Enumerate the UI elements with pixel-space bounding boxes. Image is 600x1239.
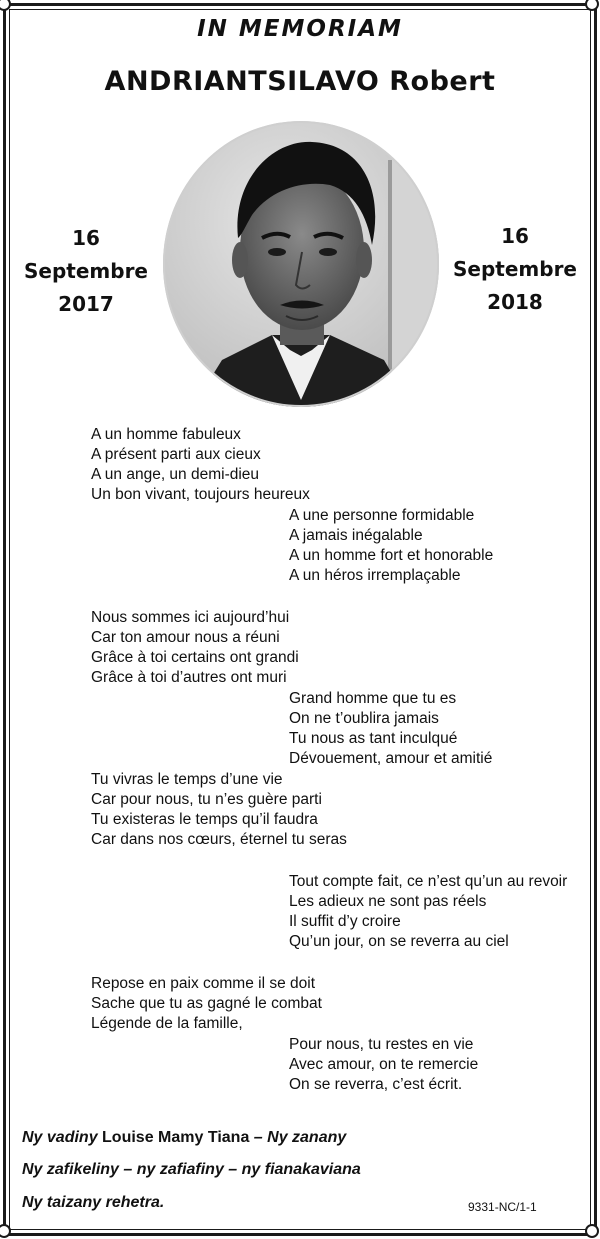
poem-line: Il suffit d’y croire: [289, 913, 401, 930]
date-right-month: Septembre: [453, 257, 577, 281]
footer-line-spouse: [22, 1129, 346, 1147]
poem-line: Sache que tu as gagné le combat: [91, 995, 322, 1012]
date-right-year: 2018: [487, 290, 543, 314]
poem-line: Tu existeras le temps qu’il faudra: [91, 811, 318, 828]
date-left-month: Septembre: [24, 259, 148, 283]
poem-line: Tu nous as tant inculqué: [289, 730, 458, 747]
poem-line: On se reverra, c’est écrit.: [289, 1076, 463, 1093]
poem-line: Tu vivras le temps d’une vie: [91, 771, 283, 788]
date-left-day: 16: [72, 226, 100, 250]
deceased-name: ANDRIANTSILAVO Robert: [104, 66, 496, 97]
footer-children-label: – Ny zanany: [249, 1129, 347, 1146]
poem-line: Qu’un jour, on se reverra au ciel: [289, 933, 509, 950]
poem-line: Pour nous, tu restes en vie: [289, 1036, 474, 1053]
date-left-year: 2017: [58, 292, 114, 316]
footer-line-grandchildren: Ny zafikeliny – ny zafiafiny – ny fianakaviana: [22, 1161, 361, 1178]
poem-line: On ne t’oublira jamais: [289, 710, 439, 727]
poem-line: Grâce à toi d’autres ont muri: [91, 669, 287, 686]
poem-line: Les adieux ne sont pas réels: [289, 893, 487, 910]
reference-code: 9331-NC/1-1: [468, 1200, 537, 1214]
poem-line: A jamais inégalable: [289, 527, 423, 544]
poem-line: Légende de la famille,: [91, 1015, 243, 1032]
poem-line: Nous sommes ici aujourd’hui: [91, 609, 290, 626]
poem-line: Car dans nos cœurs, éternel tu seras: [91, 831, 347, 848]
poem-line: Repose en paix comme il se doit: [91, 975, 316, 992]
poem-line: Avec amour, on te remercie: [289, 1056, 479, 1073]
poem-line: Dévouement, amour et amitié: [289, 750, 493, 767]
heading: IN MEMORIAM: [197, 16, 403, 42]
poem-line: A une personne formidable: [289, 507, 475, 524]
poem-line: Grâce à toi certains ont grandi: [91, 649, 299, 666]
poem-line: A présent parti aux cieux: [91, 446, 261, 463]
poem-line: A un héros irremplaçable: [289, 567, 461, 584]
poem-line: Grand homme que tu es: [289, 690, 457, 707]
poem-line: A un homme fabuleux: [91, 426, 241, 443]
footer-spouse-name: Louise Mamy Tiana: [102, 1129, 250, 1146]
poem-line: A un ange, un demi-dieu: [91, 466, 260, 483]
poem-line: Car ton amour nous a réuni: [91, 629, 280, 646]
footer-line-family: Ny taizany rehetra.: [22, 1194, 165, 1211]
date-right-day: 16: [501, 224, 529, 248]
poem-line: A un homme fort et honorable: [289, 547, 494, 564]
footer-spouse-label: Ny vadiny: [22, 1129, 103, 1146]
poem-line: Tout compte fait, ce n’est qu’un au revoir: [289, 873, 568, 890]
poem-line: Un bon vivant, toujours heureux: [91, 486, 310, 503]
poem-line: Car pour nous, tu n’es guère parti: [91, 791, 322, 808]
